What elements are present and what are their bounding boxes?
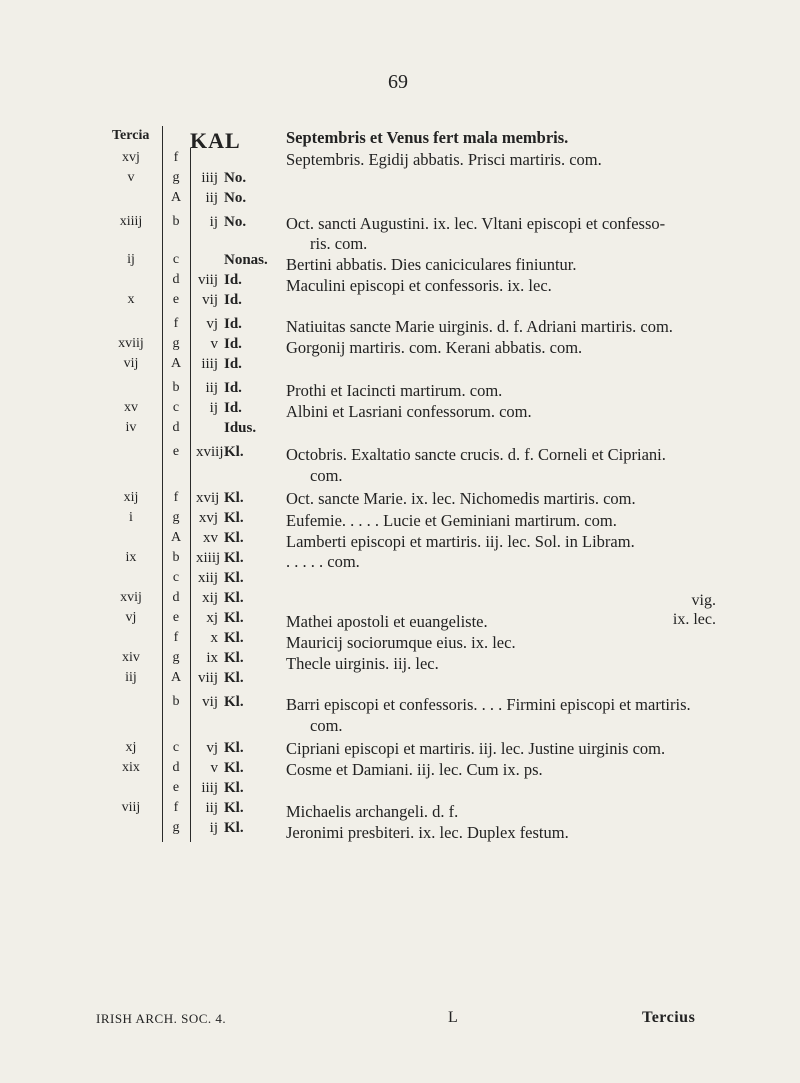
date-abbrev: Id. [224, 356, 242, 372]
date-number: xij [202, 590, 218, 606]
golden-number: viij [121, 800, 141, 815]
dominical-letter: e [172, 292, 180, 307]
roman-date [196, 400, 242, 417]
date-abbrev: Id. [224, 400, 242, 416]
dominical-letter: A [170, 190, 182, 205]
date-abbrev: Nonas. [224, 252, 268, 268]
dominical-letter: b [172, 380, 180, 395]
date-abbrev: Kl. [224, 694, 244, 710]
date-number: ix [206, 650, 218, 666]
date-number: xviij [196, 444, 224, 460]
date-number: v [210, 336, 218, 352]
dominical-letter: A [170, 356, 182, 371]
header-tercia: Tercia [112, 128, 150, 143]
roman-date [196, 820, 244, 837]
page-number: 69 [388, 71, 408, 93]
dominical-letter: f [173, 150, 179, 165]
calendar-entry-line: Prothi et Iacincti martirum. com. [286, 381, 503, 400]
dominical-letter: g [172, 170, 180, 185]
calendar-entry-line: Albini et Lasriani confessorum. com. [286, 402, 532, 421]
dominical-letter: f [173, 800, 179, 815]
date-number: x [210, 630, 218, 646]
date-abbrev: No. [224, 170, 247, 186]
calendar-entry-line: Oct. sancti Augustini. ix. lec. Vltani episcopi et confesso- [286, 214, 666, 233]
calendar-entry-line: Jeronimi presbiteri. ix. lec. Duplex festum. [286, 823, 569, 842]
calendar-entry-line: Bertini abbatis. Dies caniciculares finiuntur. [286, 255, 577, 274]
date-abbrev: No. [224, 214, 247, 230]
date-number: xv [203, 530, 218, 546]
date-abbrev: Kl. [224, 530, 244, 546]
date-abbrev: Kl. [224, 800, 244, 816]
date-abbrev: Kl. [224, 444, 244, 460]
golden-number: vj [125, 610, 137, 625]
roman-date [196, 694, 244, 711]
date-abbrev: Kl. [224, 610, 244, 626]
date-number: v [210, 760, 218, 776]
calendar-entry-line: Septembris. Egidij abbatis. Prisci martiris. com. [286, 150, 602, 169]
date-number: vj [206, 316, 218, 332]
date-abbrev: Kl. [224, 490, 244, 506]
date-abbrev: Kl. [224, 550, 244, 566]
roman-date [196, 530, 244, 547]
dominical-letter: d [172, 760, 180, 775]
roman-date [196, 356, 242, 373]
dominical-letter: d [172, 590, 180, 605]
date-number: xvij [196, 490, 220, 506]
dominical-letter: d [172, 420, 180, 435]
calendar-entry-line: . . . . . com. [286, 552, 360, 571]
date-abbrev: Kl. [224, 650, 244, 666]
date-number: xiiij [196, 550, 221, 566]
dominical-letter: f [173, 630, 179, 645]
dominical-letter: e [172, 610, 180, 625]
roman-date [196, 760, 244, 777]
dominical-letter: e [172, 780, 180, 795]
date-number: iiij [201, 780, 218, 796]
footer-signature: L [448, 1009, 459, 1026]
date-number: viij [197, 272, 218, 288]
date-abbrev: Kl. [224, 820, 244, 836]
calendar-entry-line: Barri episcopi et confessoris. . . . Firmini episcopi et martiris. [286, 695, 691, 714]
golden-number: iv [125, 420, 137, 435]
golden-number: xj [125, 740, 137, 755]
date-number: iiij [201, 356, 218, 372]
roman-date [196, 190, 246, 207]
roman-date [196, 610, 244, 627]
golden-number: xij [123, 490, 139, 505]
dominical-letter: A [170, 670, 182, 685]
roman-date [196, 272, 242, 289]
golden-number: xiiij [119, 214, 143, 229]
date-abbrev: Id. [224, 272, 242, 288]
date-abbrev: Id. [224, 380, 242, 396]
calendar-entry-line: Lamberti episcopi et martiris. iij. lec. Sol. in Libram. [286, 532, 635, 551]
roman-date [196, 650, 244, 667]
golden-number: xvij [120, 590, 142, 605]
dominical-letter: g [172, 336, 180, 351]
dominical-letter: d [172, 272, 180, 287]
roman-date [196, 380, 242, 397]
roman-date [196, 630, 244, 647]
calendar-entry-line: Natiuitas sancte Marie uirginis. d. f. Adriani martiris. com. [286, 317, 673, 336]
dominical-letter: e [172, 444, 180, 459]
roman-date [196, 570, 244, 587]
golden-number: i [129, 510, 133, 525]
golden-number: iij [125, 670, 137, 685]
date-number: ij [209, 214, 218, 230]
dominical-letter: A [170, 530, 182, 545]
dominical-letter: f [173, 490, 179, 505]
calendar-entry-line: Octobris. Exaltatio sancte crucis. d. f. Corneli et Cipriani. [286, 445, 666, 464]
calendar-entry-line: Oct. sancte Marie. ix. lec. Nichomedis martiris. com. [286, 489, 636, 508]
roman-date [196, 420, 256, 437]
golden-number: ij [127, 252, 135, 267]
roman-date [196, 670, 244, 687]
date-number: iiij [201, 170, 218, 186]
roman-date [196, 550, 244, 567]
dominical-letter: c [172, 252, 180, 267]
roman-date [196, 214, 246, 231]
golden-number: x [127, 292, 135, 307]
roman-date [196, 490, 244, 507]
date-number: vj [206, 740, 218, 756]
date-abbrev: Kl. [224, 740, 244, 756]
calendar-entry-line: com. [310, 466, 343, 485]
date-abbrev: Id. [224, 336, 242, 352]
golden-number: vij [123, 356, 139, 371]
dominical-letter: g [172, 510, 180, 525]
roman-date [196, 740, 244, 757]
dominical-letter: b [172, 214, 180, 229]
calendar-entry-line: com. [310, 716, 343, 735]
date-abbrev: Id. [224, 316, 242, 332]
calendar-entry-line: Maculini episcopi et confessoris. ix. lec. [286, 276, 552, 295]
golden-number: xviij [118, 336, 144, 351]
calendar-entry-line: Eufemie. . . . . Lucie et Geminiani martirum. com. [286, 511, 617, 530]
roman-date [196, 444, 244, 461]
date-number: iij [205, 190, 218, 206]
dominical-letter: b [172, 694, 180, 709]
date-abbrev: No. [224, 190, 247, 206]
roman-date [196, 590, 244, 607]
golden-number: v [127, 170, 135, 185]
calendar-entry-line: Mathei apostoli et euangeliste. [286, 612, 488, 631]
calendar-entry-line: ris. com. [310, 234, 368, 253]
date-number: iij [205, 380, 218, 396]
date-abbrev: Kl. [224, 780, 244, 796]
date-abbrev: Kl. [224, 570, 244, 586]
date-abbrev: Id. [224, 292, 242, 308]
golden-number: xix [122, 760, 140, 775]
date-abbrev: Kl. [224, 760, 244, 776]
date-number: vij [202, 694, 218, 710]
date-number: xvj [198, 510, 218, 526]
column-rule-2 [190, 148, 191, 842]
calendar-entry-line: Thecle uirginis. iij. lec. [286, 654, 439, 673]
footer-catchword: Tercius [642, 1009, 696, 1026]
golden-number: xiv [122, 650, 140, 665]
note-ix-lec: ix. lec. [672, 611, 716, 628]
roman-date [196, 510, 244, 527]
date-number: iij [205, 800, 218, 816]
calendar-entry-line: Cipriani episcopi et martiris. iij. lec. Justine uirginis com. [286, 739, 666, 758]
date-abbrev: Kl. [224, 590, 244, 606]
date-number: vij [202, 292, 218, 308]
roman-date [196, 170, 246, 187]
roman-date [196, 316, 242, 333]
calendar-entry-line: Mauricij sociorumque eius. ix. lec. [286, 633, 516, 652]
dominical-letter: c [172, 400, 180, 415]
date-abbrev: Kl. [224, 630, 244, 646]
golden-number: ix [125, 550, 137, 565]
roman-date [196, 292, 242, 309]
dominical-letter: f [173, 316, 179, 331]
date-number: ij [209, 400, 218, 416]
date-number: xj [206, 610, 218, 626]
roman-date [196, 150, 224, 167]
date-number: xiij [197, 570, 218, 586]
note-vig: vig. [691, 592, 716, 609]
calendar-entry-line: Cosme et Damiani. iij. lec. Cum ix. ps. [286, 760, 543, 779]
footer-society: IRISH ARCH. SOC. 4. [96, 1011, 227, 1026]
dominical-letter: g [172, 650, 180, 665]
date-number: ij [209, 820, 218, 836]
roman-date [196, 252, 268, 269]
calendar-entry-line: Gorgonij martiris. com. Kerani abbatis. com. [286, 338, 583, 357]
dominical-letter: b [172, 550, 180, 565]
roman-date [196, 336, 242, 353]
roman-date [196, 800, 244, 817]
dominical-letter: c [172, 570, 180, 585]
calendar-entry-line: Septembris et Venus fert mala membris. [286, 128, 569, 147]
header-kal: KAL [190, 128, 241, 153]
calendar-entry-line: Michaelis archangeli. d. f. [286, 802, 459, 821]
dominical-letter: c [172, 740, 180, 755]
dominical-letter: g [172, 820, 180, 835]
date-number: viij [197, 670, 218, 686]
column-rule-1 [162, 126, 163, 842]
golden-number: xvj [122, 150, 140, 165]
date-abbrev: Kl. [224, 510, 244, 526]
roman-date [196, 780, 244, 797]
date-abbrev: Kl. [224, 670, 244, 686]
golden-number: xv [124, 400, 138, 415]
date-abbrev: Idus. [224, 420, 257, 436]
